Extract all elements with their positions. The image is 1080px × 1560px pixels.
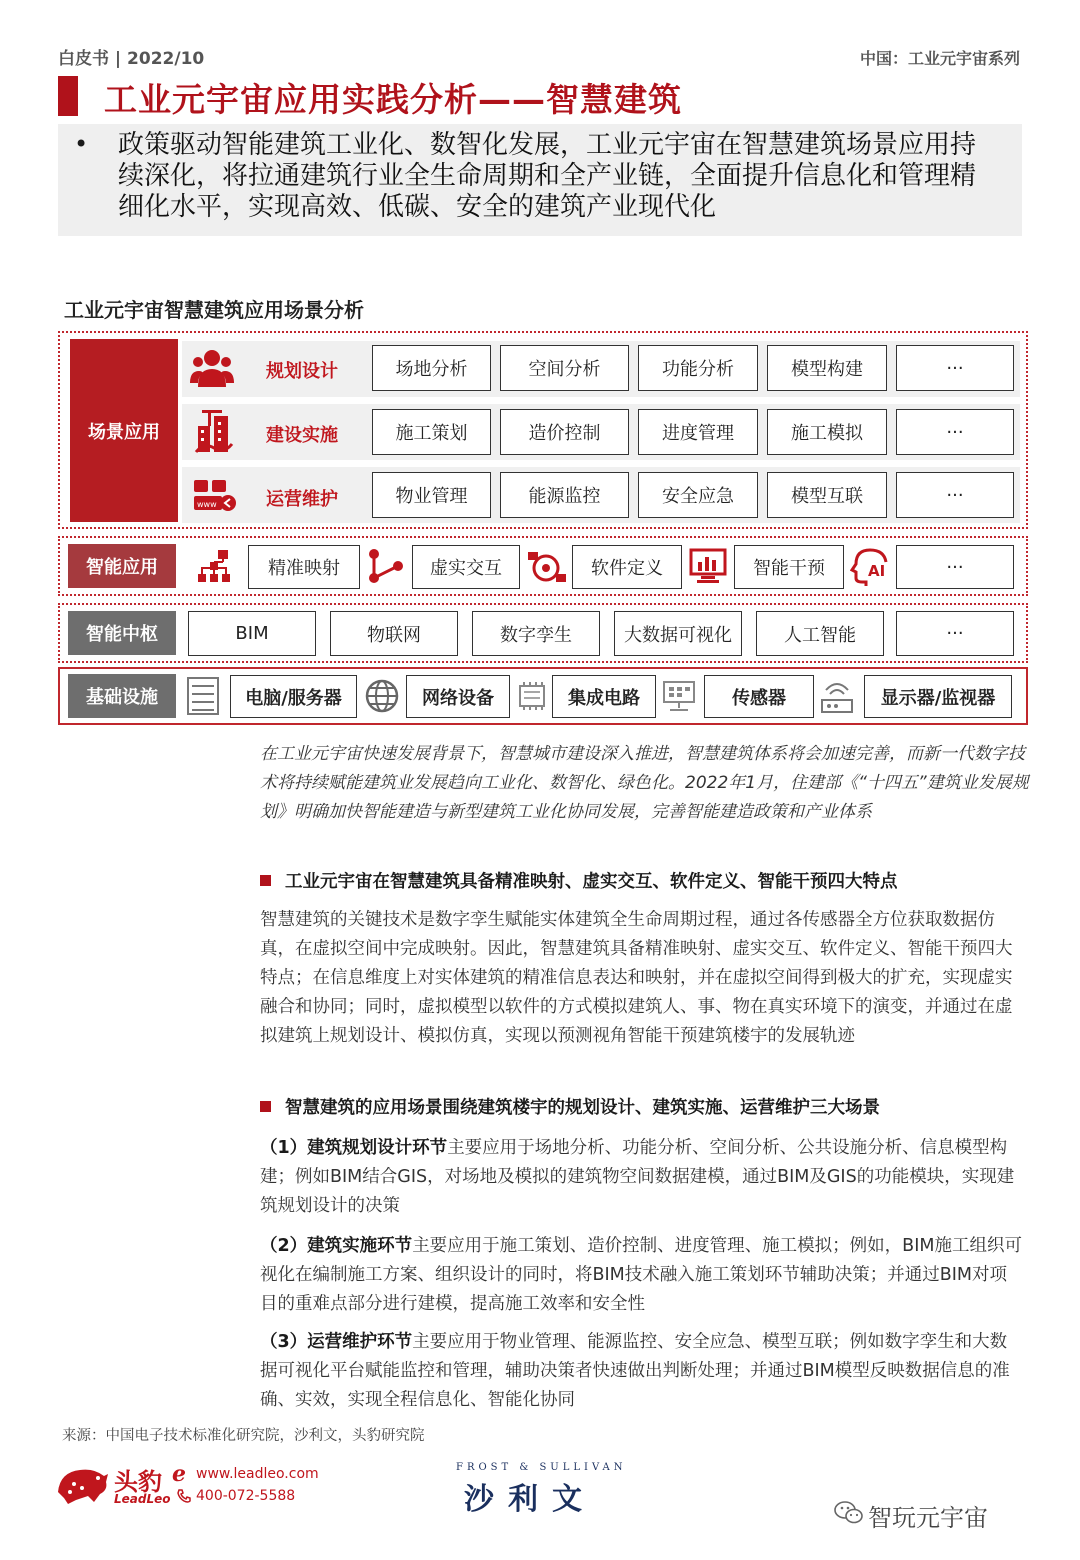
scene-cell: 能源监控	[500, 472, 629, 518]
diagram-title: 工业元宇宙智慧建筑应用场景分析	[64, 298, 364, 322]
server-icon	[184, 676, 222, 720]
scene-cell: ···	[896, 345, 1014, 391]
section2-item	[260, 1328, 1022, 1415]
scene-cell: 安全应急	[638, 472, 758, 518]
connect-icon	[368, 548, 404, 584]
smart-app-cell: 软件定义	[572, 545, 682, 589]
fs-chinese: 沙利文	[464, 1482, 596, 1517]
hierarchy-icon	[196, 548, 232, 584]
smart-app-cell: 智能干预	[734, 545, 844, 589]
infra-cell: 网络设备	[406, 675, 510, 718]
e-logo-icon	[172, 1462, 194, 1488]
smart-app-cell: 虚实交互	[412, 545, 520, 589]
section2-item	[260, 1232, 1022, 1319]
section2-item-lead: （2）建筑实施环节	[260, 1236, 413, 1256]
header-left: 白皮书 | 2022/10	[58, 49, 205, 69]
svg-text:www: www	[197, 500, 217, 509]
italic-note: 在工业元宇宙快速发展背景下，智慧城市建设深入推进，智慧建筑体系将会加速完善，而新一代数字技术将持续赋能建筑业发展趋向工业化、数智化、绿色化。2022年1月，住建部《“十四五”建筑业发展规划》明确加快智能建造与新型建筑工业化协同发展，完善智能建造政策和产业体系	[260, 744, 1029, 822]
leadleo-name: 头豹	[114, 1468, 162, 1496]
page-title: 工业元宇宙应用实践分析——智慧建筑	[104, 80, 682, 119]
svg-text:e: e	[172, 1462, 186, 1484]
hub-label: 智能中枢	[68, 611, 176, 655]
fs-english: FROST & SULLIVAN	[456, 1462, 627, 1473]
sensor-icon	[660, 678, 698, 718]
red-square-bullet	[260, 1101, 271, 1112]
smart-app-cell: 精准映射	[248, 545, 360, 589]
wechat-icon	[834, 1500, 864, 1530]
section1-heading-text: 工业元宇宙在智慧建筑具备精准映射、虚实交互、软件定义、智能干预四大特点	[285, 872, 898, 892]
infra-cell: 电脑/服务器	[230, 675, 357, 718]
scene-label: 场景应用	[70, 339, 178, 522]
scene-cell: 物业管理	[372, 472, 491, 518]
section2-heading	[260, 1094, 880, 1119]
hub-cell: 大数据可视化	[614, 611, 742, 656]
scene-row-category: 规划设计	[266, 361, 338, 382]
globe-icon	[364, 678, 400, 718]
summary-text: 政策驱动智能建筑工业化、数智化发展，工业元宇宙在智慧建筑场景应用持续深化，将拉通建筑行业全生命周期和全产业链，全面提升信息化和管理精细化水平，实现高效、低碳、安全的建筑产业现代化	[118, 130, 977, 222]
infra-cell: 集成电路	[552, 675, 656, 718]
summary-box	[58, 124, 1022, 236]
section2-item-lead: （1）建筑规划设计环节	[260, 1138, 448, 1158]
red-square-bullet	[260, 875, 271, 886]
infra-cell: 显示器/监视器	[864, 675, 1012, 718]
people-icon	[190, 347, 234, 389]
source-note: 来源：中国电子技术标准化研究院，沙利文，头豹研究院	[62, 1428, 425, 1444]
construction-icon	[194, 408, 234, 454]
monitor-chart-icon	[689, 548, 727, 584]
hub-cell: 人工智能	[756, 611, 884, 656]
scene-cell: 场地分析	[372, 345, 491, 391]
scene-cell: 进度管理	[638, 409, 758, 455]
leadleo-phone: 400-072-5588	[196, 1488, 296, 1504]
operation-icon	[192, 478, 238, 514]
scene-cell: 空间分析	[500, 345, 629, 391]
scene-row-category: 建设实施	[266, 425, 338, 446]
header-right: 中国：工业元宇宙系列	[859, 49, 1020, 68]
scene-cell: 功能分析	[638, 345, 758, 391]
leopard-logo-icon	[54, 1462, 110, 1510]
smart-app-label: 智能应用	[68, 544, 176, 588]
leadleo-en: LeadLeo	[114, 1492, 171, 1506]
scene-cell: 模型互联	[767, 472, 887, 518]
section2-item	[260, 1134, 1022, 1221]
section2-item-lead: （3）运营维护环节	[260, 1332, 413, 1352]
chip-icon	[514, 678, 550, 718]
hub-cell: 物联网	[330, 611, 458, 656]
section2-heading-text: 智慧建筑的应用场景围绕建筑楼宇的规划设计、建筑实施、运营维护三大场景	[285, 1098, 880, 1118]
router-icon	[818, 676, 856, 720]
leadleo-website[interactable]: www.leadleo.com	[196, 1466, 319, 1482]
wechat-account: 智玩元宇宙	[868, 1504, 988, 1532]
smart-app-cell: ···	[896, 545, 1014, 589]
summary-bullet: •	[74, 130, 89, 158]
svg-text:AI: AI	[868, 562, 886, 580]
scene-cell: 造价控制	[500, 409, 629, 455]
hub-cell: ···	[896, 611, 1014, 656]
title-accent-bar	[58, 76, 78, 116]
hub-cell: 数字孪生	[472, 611, 600, 656]
scene-cell: ···	[896, 472, 1014, 518]
scene-cell: 施工模拟	[767, 409, 887, 455]
section1-heading	[260, 868, 898, 893]
section2-item-text: 主要应用于场地分析、功能分析、空间分析、公共设施分析、信息模型构建；例如BIM结合GIS，对场地及模拟的建筑物空间数据建模，通过BIM及GIS的功能模块，实现建筑规划设计的决策	[260, 1138, 1015, 1216]
software-icon	[526, 548, 568, 586]
section1-body: 智慧建筑的关键技术是数字孪生赋能实体建筑全生命周期过程，通过各传感器全方位获取数据仿真，在虚拟空间中完成映射。因此，智慧建筑具备精准映射、虚实交互、软件定义、智能干预四大特点；在信息维度上对实体建筑的精准信息表达和映射，并在虚拟空间得到极大的扩充，实现虚实融合和协同；同时，虚拟模型以软件的方式模拟建筑人、事、物在真实环境下的演变，并通过在虚拟建筑上规划设计、模拟仿真，实现以预测视角智能干预建筑楼宇的发展轨迹	[260, 910, 1013, 1046]
scene-cell: ···	[896, 409, 1014, 455]
scene-row-category: 运营维护	[266, 489, 338, 510]
hub-cell: BIM	[188, 611, 316, 656]
infra-cell: 传感器	[704, 675, 814, 718]
infra-label: 基础设施	[68, 674, 176, 718]
section2-item-text: 主要应用于物业管理、能源监控、安全应急、模型互联；例如数字孪生和大数据可视化平台赋能监控和管理，辅助决策者快速做出判断处理；并通过BIM模型反映数据信息的准确、实效，实现全程信息化、智能化协同	[260, 1332, 1010, 1410]
ai-icon	[850, 546, 892, 586]
scene-cell: 模型构建	[767, 345, 887, 391]
scene-cell: 施工策划	[372, 409, 491, 455]
section2-item-text: 主要应用于施工策划、造价控制、进度管理、施工模拟；例如，BIM施工组织可视化在编制施工方案、组织设计的同时，将BIM技术融入施工策划环节辅助决策；并通过BIM对项目的重难点部分进行建模，提高施工效率和安全性	[260, 1236, 1022, 1314]
phone-icon	[176, 1488, 192, 1508]
